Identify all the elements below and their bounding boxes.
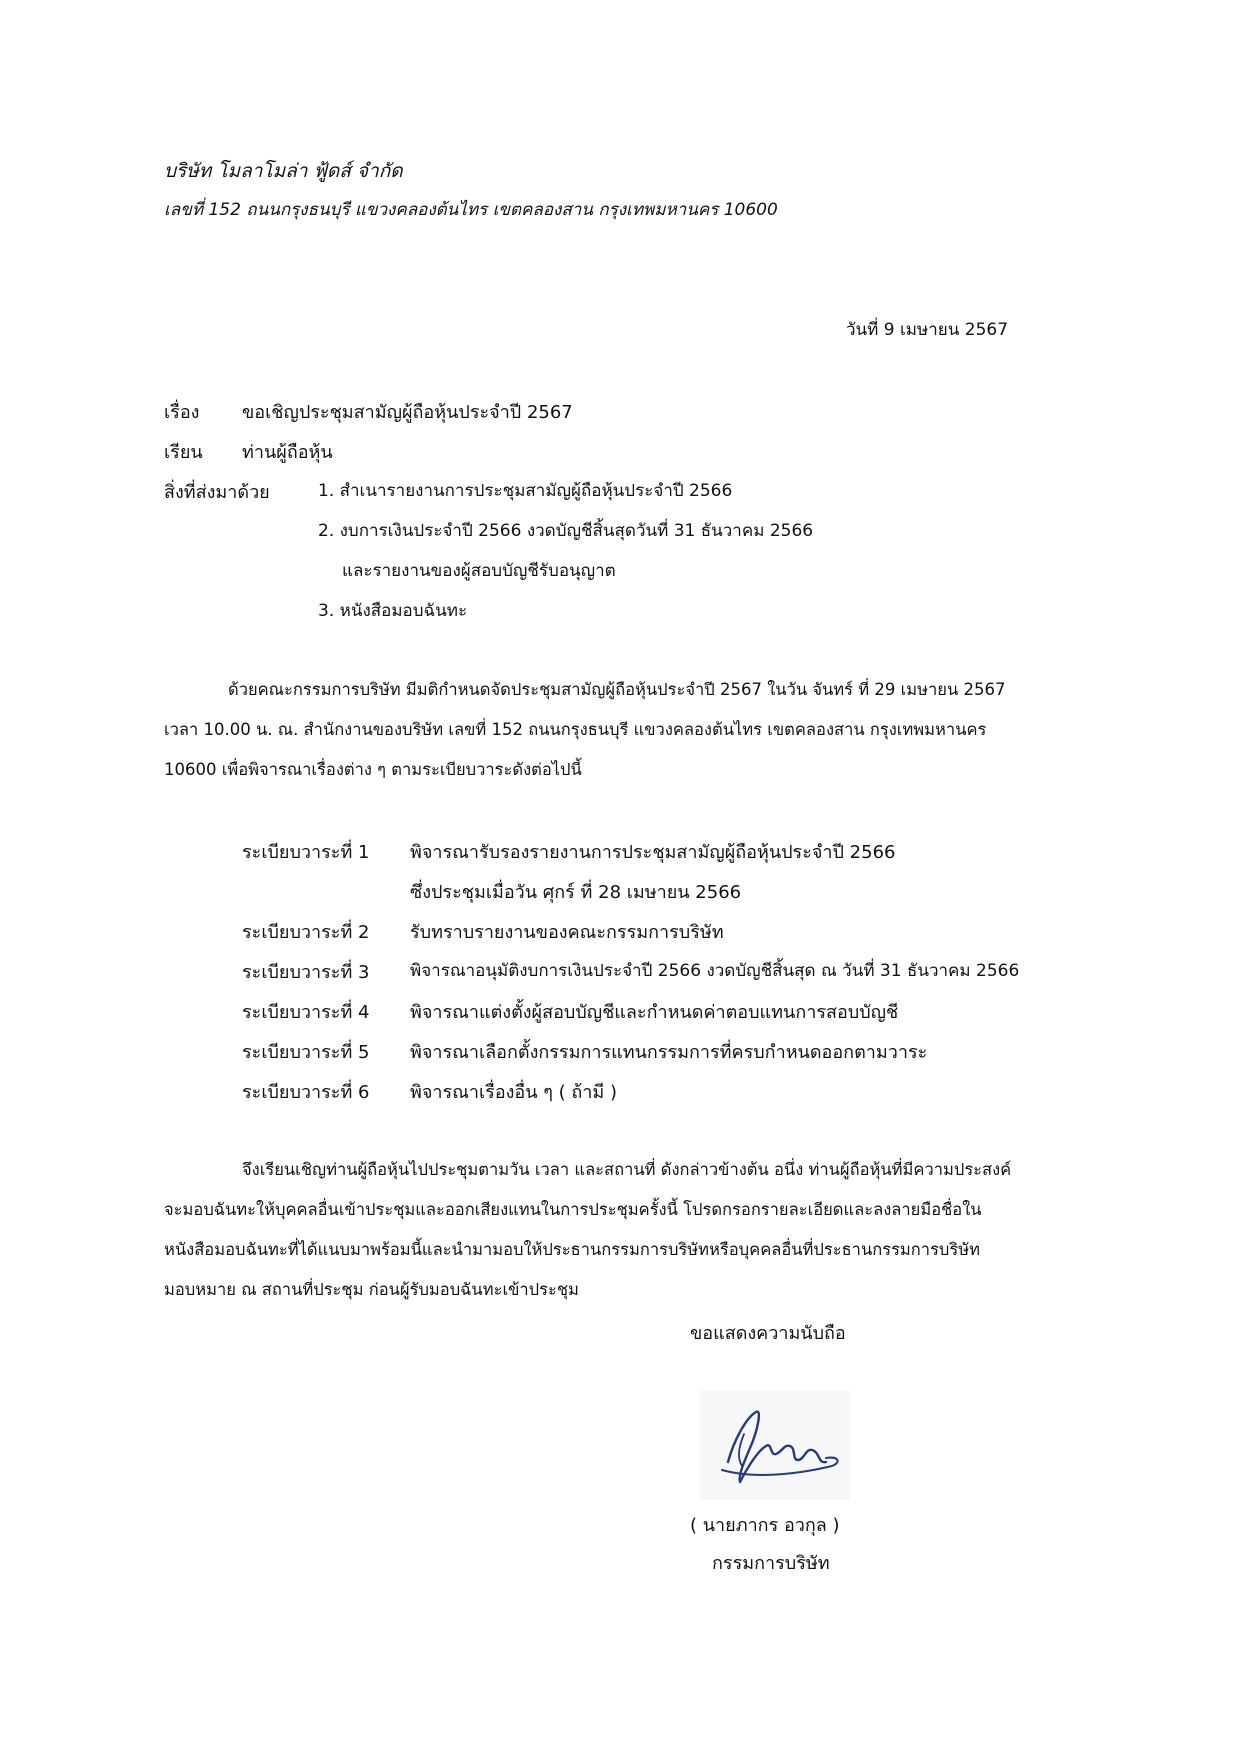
agenda-number: ระเบียบวาระที่ 6 <box>242 1082 370 1103</box>
agenda-number: ระเบียบวาระที่ 2 <box>242 922 370 943</box>
enclosure-item: 3. หนังสือมอบฉันทะ <box>318 601 468 621</box>
agenda-number: ระเบียบวาระที่ 4 <box>242 1002 370 1023</box>
agenda-number: ระเบียบวาระที่ 5 <box>242 1042 370 1063</box>
signatory-title: กรรมการบริษัท <box>712 1553 830 1574</box>
to-label: เรียน <box>164 442 203 463</box>
to-text: ท่านผู้ถือหุ้น <box>242 442 333 463</box>
body1-line: 10600 เพื่อพิจารณาเรื่องต่าง ๆ ตามระเบียบวาระดังต่อไปนี้ <box>164 760 582 779</box>
agenda-text: พิจารณารับรองรายงานการประชุมสามัญผู้ถือหุ้นประจำปี 2566 <box>410 842 896 863</box>
closing-phrase: ขอแสดงความนับถือ <box>690 1323 846 1344</box>
agenda-text: พิจารณาอนุมัติงบการเงินประจำปี 2566 งวดบัญชีสิ้นสุด ณ วันที่ 31 ธันวาคม 2566 <box>410 961 1020 981</box>
agenda-number: ระเบียบวาระที่ 3 <box>242 962 370 983</box>
agenda-text: รับทราบรายงานของคณะกรรมการบริษัท <box>410 922 724 943</box>
body2-line: จึงเรียนเชิญท่านผู้ถือหุ้นไปประชุมตามวัน เวลา และสถานที่ ดังกล่าวข้างต้น อนึ่ง ท่านผู้ถือหุ้นที่มีความประสงค์ <box>242 1160 1012 1179</box>
agenda-text: พิจารณาเลือกตั้งกรรมการแทนกรรมการที่ครบกำหนดออกตามวาระ <box>410 1042 928 1063</box>
company-address: เลขที่ 152 ถนนกรุงธนบุรี แขวงคลองต้นไทร เขตคลองสาน กรุงเทพมหานคร 10600 <box>164 200 778 220</box>
enclosure-item: 2. งบการเงินประจำปี 2566 งวดบัญชีสิ้นสุดวันที่ 31 ธันวาคม 2566 <box>318 521 814 541</box>
company-name: บริษัท โมลาโมล่า ฟู้ดส์ จำกัด <box>164 160 403 182</box>
agenda-text-continued: ซึ่งประชุมเมื่อวัน ศุกร์ ที่ 28 เมษายน 2566 <box>410 882 742 903</box>
letter-date: วันที่ 9 เมษายน 2567 <box>846 320 1009 340</box>
signatory-name: ( นายภากร อวกุล ) <box>690 1515 840 1536</box>
body2-line: จะมอบฉันทะให้บุคคลอื่นเข้าประชุมและออกเสียงแทนในการประชุมครั้งนี้ โปรดกรอกรายละเอียดและลงลายมือชื่อใน <box>164 1200 982 1219</box>
body1-line: เวลา 10.00 น. ณ. สำนักงานของบริษัท เลขที่ 152 ถนนกรุงธนบุรี แขวงคลองต้นไทร เขตคลองสาน กรุงเทพมหานคร <box>164 720 987 739</box>
enclosure-item: 1. สำเนารายงานการประชุมสามัญผู้ถือหุ้นประจำปี 2566 <box>318 481 733 501</box>
agenda-text: พิจารณาแต่งตั้งผู้สอบบัญชีและกำหนดค่าตอบแทนการสอบบัญชี <box>410 1002 899 1023</box>
enclosure-item-continued: และรายงานของผู้สอบบัญชีรับอนุญาต <box>342 561 616 581</box>
body2-line: หนังสือมอบฉันทะที่ได้แนบมาพร้อมนี้และนำมามอบให้ประธานกรรมการบริษัทหรือบุคคลอื่นที่ประธานกรรมการบริษัท <box>164 1240 981 1259</box>
subject-label: เรื่อง <box>164 402 200 423</box>
agenda-number: ระเบียบวาระที่ 1 <box>242 842 370 863</box>
subject-text: ขอเชิญประชุมสามัญผู้ถือหุ้นประจำปี 2567 <box>242 402 573 423</box>
body2-line: มอบหมาย ณ สถานที่ประชุม ก่อนผู้รับมอบฉันทะเข้าประชุม <box>164 1280 579 1299</box>
enclosures-label: สิ่งที่ส่งมาด้วย <box>164 482 270 503</box>
body1-line: ด้วยคณะกรรมการบริษัท มีมติกำหนดจัดประชุมสามัญผู้ถือหุ้นประจำปี 2567 ในวัน จันทร์ ที่ 29 เมษายน 2567 <box>228 680 1006 699</box>
signature-image <box>700 1390 850 1500</box>
agenda-text: พิจารณาเรื่องอื่น ๆ ( ถ้ามี ) <box>410 1082 617 1103</box>
